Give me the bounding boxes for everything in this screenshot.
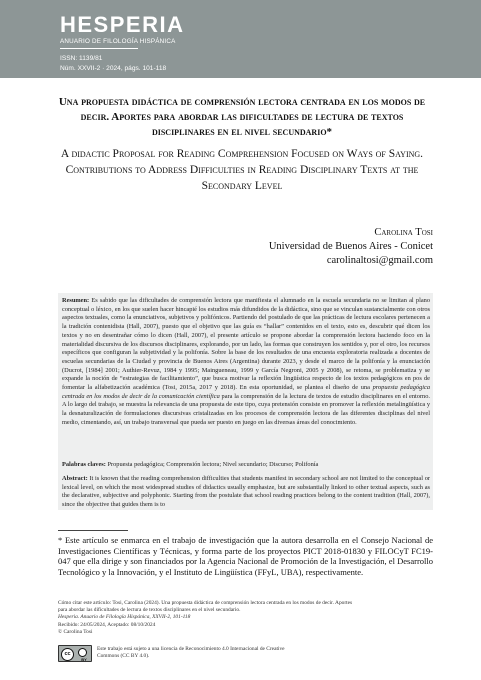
cc-license-badge[interactable] [58, 645, 92, 662]
citation-block [58, 600, 433, 636]
citation-line-3: Hesperia. Anuario de Filología Hispánica, XXVII-2, 101-118 [58, 614, 191, 621]
article-title-english: A didactic Proposal for Reading Comprehension Focused on Ways of Saying. Contributions to Address Difficulties in Reading Disciplinary Texts at the Secondary Level [60, 148, 424, 192]
abstract-label: Abstract: [62, 475, 88, 482]
citation-line-1: Cómo citar este artículo: Tosi, Carolina (2024). Una propuesta didáctica de comprensión lectora centrada en los modos de decir. Aportes [58, 600, 353, 606]
journal-issue: Núm. XXVII-2 · 2024, págs. 101-118 [60, 65, 167, 72]
journal-issn: ISSN: 1139/81 [60, 55, 103, 62]
keywords-text: Propuesta pedagógica; Comprensión lectora; Nivel secundario; Discurso; Polifonía [105, 461, 319, 468]
resumen-label: Resumen: [62, 297, 90, 304]
footnote: * Este artículo se enmarca en el trabajo de investigación que la autora desarrolla en el Consejo Nacional de Investigaciones Científicas y Técnicas, y forma parte de los proyectos PICT 2018-01830 y FILOCyT FC19-047 que ella dirige y son financiados por la Agencia Nacional de Promoción de la Investigación, el Desarrollo Tecnológico y la Innovación, y el Instituto de Lingüística (FFyL, UBA), respectivamente. [58, 535, 433, 577]
citation-line-2: para abordar las dificultades de lectura de textos disciplinares en el nivel secundario. [58, 607, 241, 614]
journal-subtitle: ANUARIO DE FILOLOGÍA HISPÁNICA [60, 38, 176, 45]
resumen-text: Es sabido que las dificultades de comprensión lectora que manifiesta el alumnado en la escuela secundaria no se limitan al plano conceptual o léxico, en los que suelen hacer hincapié los estudios más difundidos de la didáctica, sino que se vinculan sustancialmente con otros aspectos textuales, como la enunciativos, subjetivos y polifónicos. Partiendo del postulado de que las prácticas de lectura escolares pertenecen a la tradición contenidista (Hall, 2007), puesto que el objetivo que las guía es “hallar” contenidos en el texto, esto es, descubrir qué dicen los textos y no en desentrañar cómo lo dicen (Hall, 2007), el presente artículo se propone abordar la comprensión lectora haciendo foco en la materialidad discursiva de los discursos disciplinares, explorando, por un lado, las formas que construyen los sentidos y, por el otro, los recursos específicos que configuran la subjetividad y la polifonía. Sobre la base de los resultados de una encuesta exploratoria realizada a docentes de escuelas secundarias de la Ciudad y provincia de Buenos Aires (Argentina) durante 2023, y desde el marco de la polifonía y la enunciación (Ducrot, [1984] 2001; Authier-Revuz, 1984 y 1995; Maingueneau, 1999 y García Negroni, 2005 y 2008), se retoma, se problematiza y se expande la noción de “estrategias de facilitamiento”, que busca motivar la reflexión lingüística respecto de los textos pedagógicos en pos de fomentar la alfabetización académica (Tosi, 2015a, 2017 y 2018). En esta oportunidad, se plantea el diseño de una [62, 297, 430, 392]
license-line-1: Este trabajo está sujeto a una licencia de Reconocimiento 4.0 Internacional de Creative [97, 646, 285, 652]
abstract-paragraph [62, 475, 430, 510]
footnote-rule [58, 530, 128, 531]
author-affiliation: Universidad de Buenos Aires - Conicet [268, 241, 433, 252]
keywords-label: Palabras claves: [62, 461, 106, 468]
abstract-text: It is known that the reading comprehension difficulties that students manifest in secondary school are not limited to the conceptual or lexical level, on which the most widespread studies of didactics usually emphasize, but are substantially linked to other textual aspects, such as the declarative, subjective and polyphonic. Starting from the postulate that school reading practices belong to the content tradition (Hall, 2007), since the objective that guides them is to [62, 475, 430, 509]
citation-line-5: © Carolina Tosi [58, 628, 93, 635]
journal-divider [60, 48, 138, 49]
article-title-spanish: Una propuesta didáctica de comprensión lectora centrada en los modos de decir. Aportes para abordar las dificultades de lectura de textos disciplinares en el nivel secundario* [58, 96, 426, 138]
attribution-icon [78, 648, 87, 657]
license-text [97, 646, 327, 660]
by-label: BY [81, 657, 87, 662]
resumen-text-end: para la comprensión de la lectura de textos de estudio disciplinares en el entorno. A lo largo del trabajo, se muestra la relevancia de una propuesta de este tipo, cuya pretensión consiste en promover la reflexión metalingüística y la desnaturalización de formulaciones discursivas cristalizadas en los procesos de comprensión lectora de las diferentes disciplinas del nivel medio, cimentando, así, un trabajo transversal que pueda ser puesto en juego en las diversas áreas del conocimiento. [62, 392, 430, 426]
cc-icon: cc [61, 648, 74, 661]
keywords-paragraph [62, 461, 430, 470]
author-block [269, 226, 433, 268]
resumen-paragraph [62, 297, 430, 428]
author-name: Carolina Tosi [374, 227, 433, 238]
author-email[interactable]: carolinaltosi@gmail.com [326, 255, 433, 266]
license-line-2: Commons (CC BY 4.0). [97, 653, 150, 660]
journal-name: HESPERIA [60, 12, 185, 37]
resumen-italic: propuesta pedagógica centrada en los modos de decir de la comunicación científica [62, 384, 431, 400]
citation-line-4: Recibido: 24/05/2024, Aceptado: 08/10/2024 [58, 621, 156, 628]
